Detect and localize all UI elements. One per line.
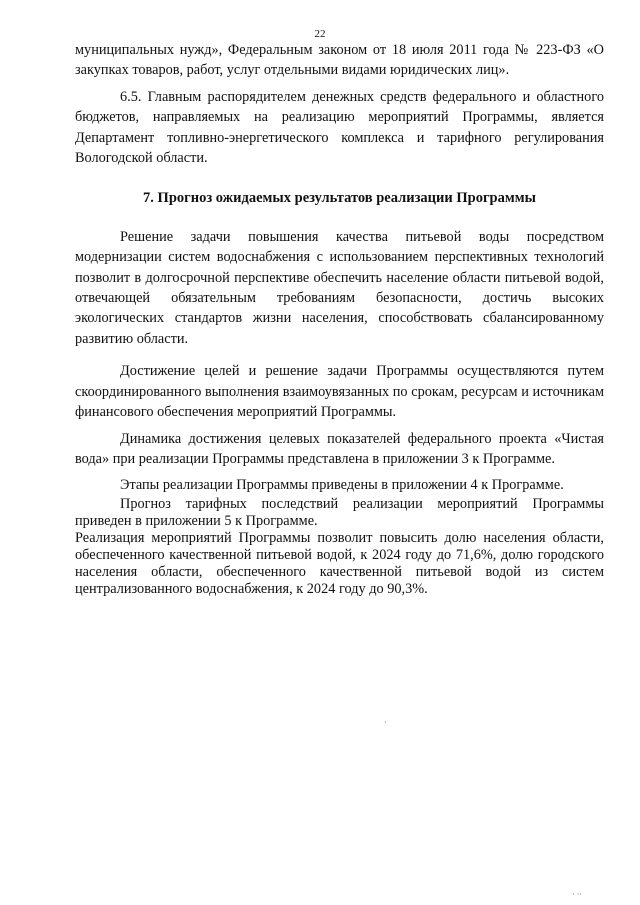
section-heading-7: 7. Прогноз ожидаемых результатов реализации Программы (143, 190, 536, 207)
paragraph-goal-achievement: Достижение целей и решение задачи Программы осуществляются путем скоординированного выполнения взаимоувязанных по срокам, ресурсам и источникам финансового обеспечения мероприятий Программы. (75, 363, 604, 421)
paragraph-task-solution: Решение задачи повышения качества питьевой воды посредством модернизации систем водоснабжения с использованием перспективных технологий позволит в долгосрочной перспективе обеспечить население области питьевой водой, отвечающей обязательным требованиям безопасности, достичь высоких экологических стандартов жизни населения, способствовать сбалансированному развитию области. (75, 228, 604, 347)
paragraph-tariff-forecast: Прогноз тарифных последствий реализации мероприятий Программы приведен в приложении 5 к Программе. (75, 495, 604, 529)
paragraph-stages: Этапы реализации Программы приведены в приложении 4 к Программе. (120, 477, 564, 494)
paragraph-6-5: 6.5. Главным распорядителем денежных средств федерального и областного бюджетов, направляемых на реализацию мероприятий Программы, является Департамент топливно-энергетического комплекса и тарифного регулирования Вологодской области. (75, 88, 604, 167)
scan-speck: · (384, 718, 387, 727)
document-body (75, 40, 604, 598)
paragraph-results: Реализация мероприятий Программы позволит повысить долю населения области, обеспеченного качественной питьевой водой, к 2024 году до 71,6%, долю городского населения области, обеспеченного качественной питьевой водой из систем централизованного водоснабжения, к 2024 году до 90,3%. (75, 529, 604, 597)
paragraph-procurement-law: муниципальных нужд», Федеральным законом от 18 июля 2011 года № 223-ФЗ «О закупках товаров, работ, услуг отдельными видами юридических лиц». (75, 42, 604, 79)
page-number: 22 (314, 28, 326, 40)
scan-speck-corner: · ·· (572, 890, 582, 899)
paragraph-indicator-dynamics: Динамика достижения целевых показателей федерального проекта «Чистая вода» при реализации Программы представлена в приложении 3 к Программе. (75, 430, 604, 467)
